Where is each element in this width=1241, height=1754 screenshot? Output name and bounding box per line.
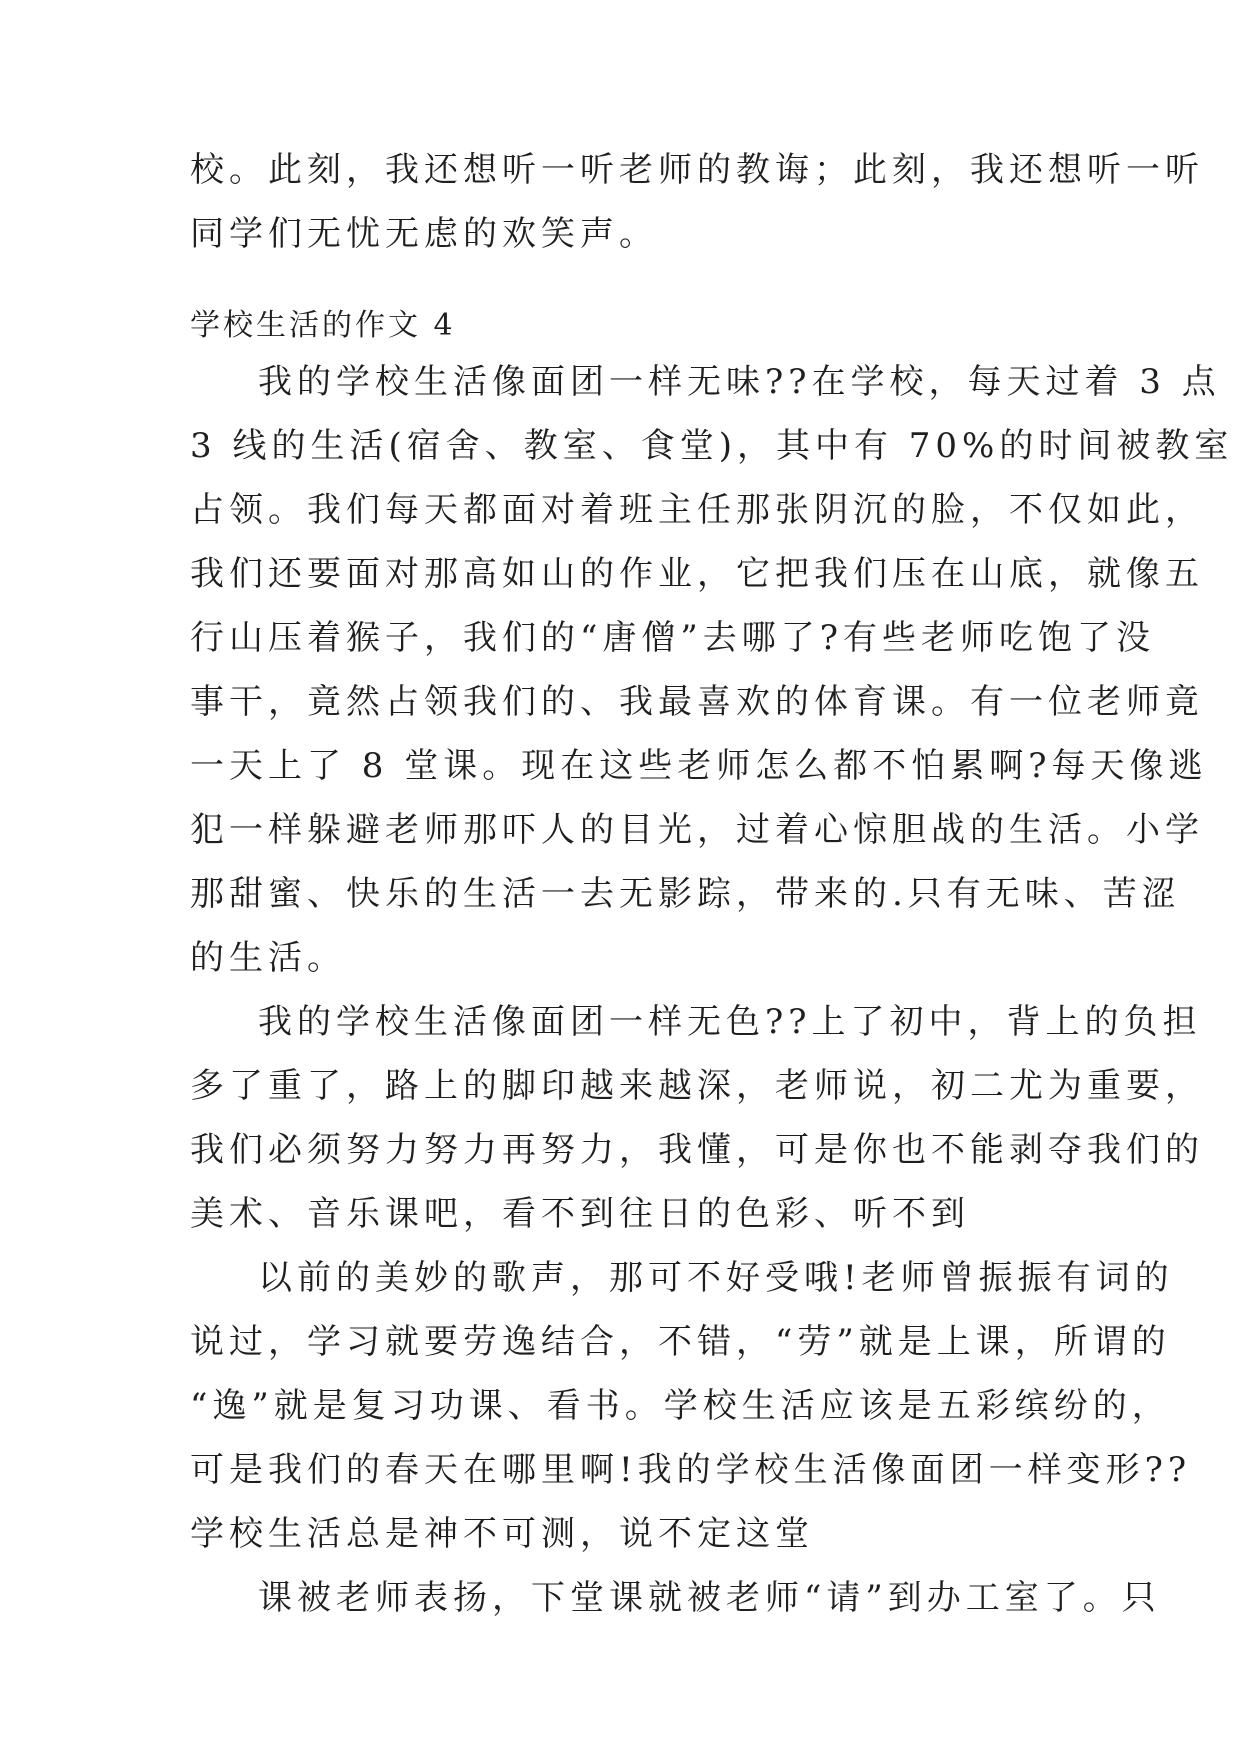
text-line: 事干，竟然占领我们的、我最喜欢的体育课。有一位老师竟 (190, 682, 1204, 722)
text-line: 以前的美妙的歌声，那可不好受哦!老师曾振振有词的 (258, 1258, 1174, 1298)
text-line: 说过，学习就要劳逸结合，不错，“劳”就是上课，所谓的 (190, 1322, 1171, 1362)
text-line: 多了重了，路上的脚印越来越深，老师说，初二尤为重要， (190, 1066, 1204, 1106)
text-line: 占领。我们每天都面对着班主任那张阴沉的脸，不仅如此， (190, 490, 1204, 530)
text-line: 可是我们的春天在哪里啊!我的学校生活像面团一样变形?? (190, 1450, 1192, 1490)
text-line: 同学们无忧无虑的欢笑声。 (190, 214, 658, 254)
text-line: 校。此刻，我还想听一听老师的教诲；此刻，我还想听一听 (190, 150, 1204, 190)
text-line: 我们必须努力努力再努力，我懂，可是你也不能剥夺我们的 (190, 1130, 1204, 1170)
text-line: 美术、音乐课吧，看不到往日的色彩、听不到 (190, 1194, 970, 1234)
text-line: 学校生活总是神不可测，说不定这堂 (190, 1514, 814, 1554)
paragraph-2 (190, 990, 1204, 1246)
section-title: 学校生活的作文 4 (190, 308, 456, 343)
paragraph-3 (190, 1246, 1192, 1566)
paragraph-4 (190, 1566, 1161, 1630)
text-line: 我们还要面对那高如山的作业，它把我们压在山底，就像五 (190, 554, 1204, 594)
text-line: 的生活。 (190, 938, 346, 978)
text-line: 课被老师表扬，下堂课就被老师“请”到办工室了。只 (258, 1578, 1161, 1618)
intro-paragraph (190, 138, 1204, 266)
text-line: 我的学校生活像面团一样无色??上了初中，背上的负担 (258, 1002, 1202, 1042)
text-line: “逸”就是复习功课、看书。学校生活应该是五彩缤纷的， (190, 1386, 1171, 1426)
text-line: 我的学校生活像面团一样无味??在学校，每天过着 3 点 (258, 362, 1221, 402)
text-line: 行山压着猴子，我们的“唐僧”去哪了?有些老师吃饱了没 (190, 618, 1155, 658)
text-line: 一天上了 8 堂课。现在这些老师怎么都不怕累啊?每天像逃 (190, 746, 1208, 786)
paragraph-1 (190, 350, 1234, 990)
text-line: 那甜蜜、快乐的生活一去无影踪，带来的.只有无味、苦涩 (190, 874, 1181, 914)
text-line: 3 线的生活(宿舍、教室、食堂)，其中有 70%的时间被教室 (190, 426, 1234, 466)
text-line: 犯一样躲避老师那吓人的目光，过着心惊胆战的生活。小学 (190, 810, 1204, 850)
